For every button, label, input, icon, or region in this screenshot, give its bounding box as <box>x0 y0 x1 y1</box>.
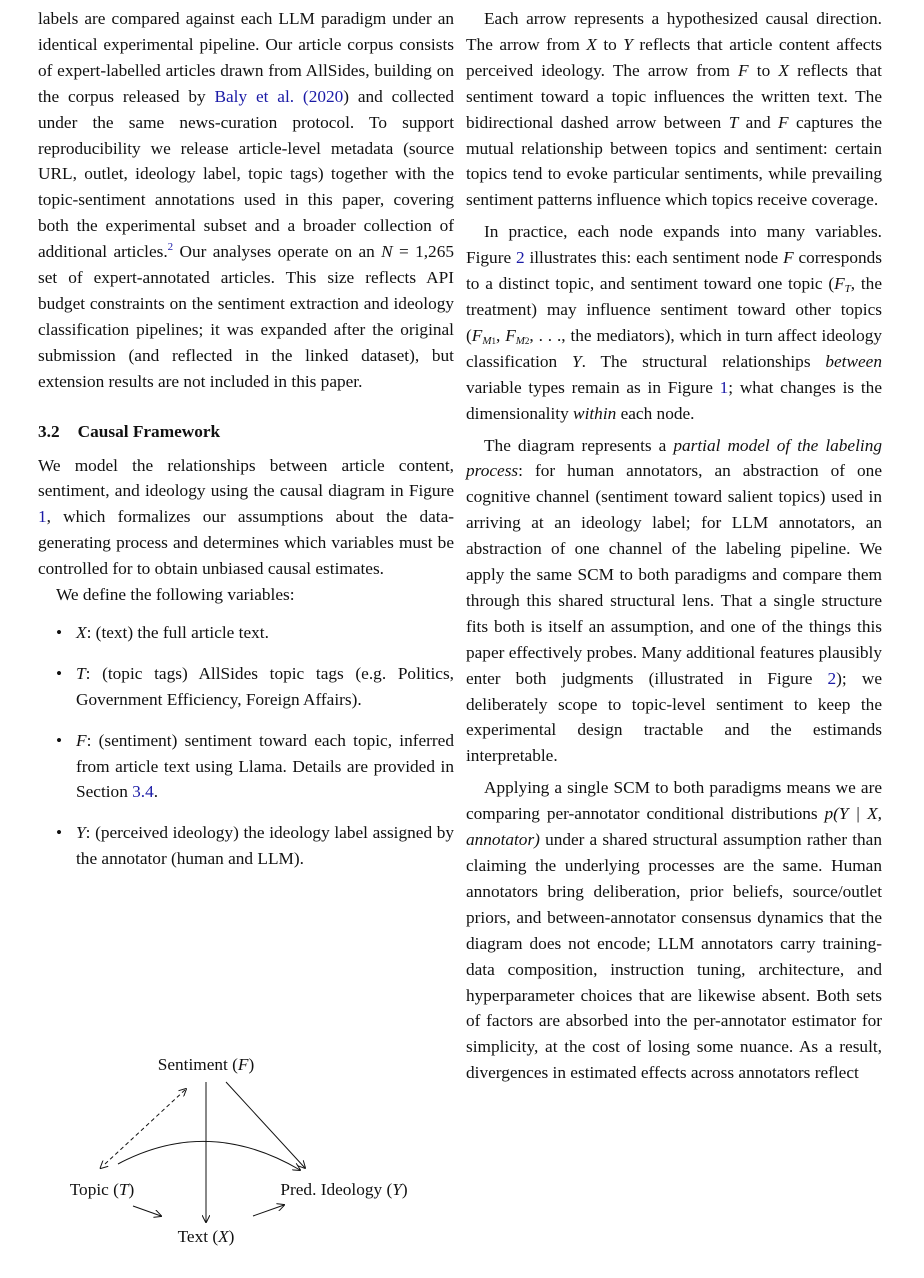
paragraph-practice: In practice, each node expands into many variables. Figure 2 illustrates this: each sentiment node F corresponds to a distinct topic, and sentiment toward one topic ($F_T$, the treatment) may influence sentiment toward other topics ($F_{M1}$, $F_{M2}$, . . ., the mediators), which in turn affect ideology classification Y. The structural relationships between variable types remain as in Figure 1; what changes is the dimensionality within each node. <box>466 222 882 423</box>
edge-sentiment-ideology <box>226 1082 305 1168</box>
paragraph-corpus: labels are compared against each LLM paradigm under an identical experimental pipeline. Our article corpus consists of expert-labelled articles drawn from AllSides, building on the corpus released by Baly et al. (2020) and collected under the same news-curation protocol. To support reproducibility we release article-level metadata (source URL, outlet, ideology label, topic tags) together with the topic-sentiment annotations used in this paper, covering both the experimental subset and a broader collection of additional articles.$^2$ Our analyses operate on an N = 1,265 set of expert-annotated articles. This size reflects API budget constraints on the sentiment extraction and ideology classification pipelines; it was expanded after the original submission (and reflected in the linked dataset), but extension results are not included in this paper. <box>38 9 455 391</box>
edge-topic-ideology <box>118 1141 300 1170</box>
figure-ref-link[interactable]: 1 <box>719 377 729 397</box>
edge-topic-text <box>133 1206 161 1216</box>
footnote-marker[interactable]: 2 <box>167 241 174 254</box>
section-heading: 3.2 Causal Framework <box>38 421 221 441</box>
list-item: • X: (text) the full article text. <box>56 622 269 642</box>
citation-link[interactable]: Baly et al. (2020 <box>214 86 344 106</box>
list-item: • Y: (perceived ideology) the ideology label assigned by the annotator (human and LLM). <box>56 823 454 869</box>
paragraph-causal-model: We model the relationships between article content, sentiment, and ideology using the causal diagram in Figure 1, which formalizes our assumptions about the data-generating process and determines which variables must be controlled for to obtain unbiased causal estimates. <box>38 455 454 579</box>
paragraph-arrows: Each arrow represents a hypothesized causal direction. The arrow from X to Y reflects that article content affects perceived ideology. The arrow from F to X reflects that sentiment toward a topic influences the written text. The bidirectional dashed arrow between T and F captures the mutual relationship between topics and sentiment: certain topics tend to evoke particular sentiments, while prevailing sentiment patterns influence which topics receive coverage. <box>466 9 883 210</box>
paragraph-define: We define the following variables: <box>56 585 295 605</box>
figure-ref-link[interactable]: 2 <box>827 668 837 688</box>
left-column <box>38 6 454 887</box>
list-item: • T: (topic tags) AllSides topic tags (e.g. Politics, Government Efficiency, Foreign Affairs). <box>56 663 454 709</box>
list-item: • F: (sentiment) sentiment toward each topic, inferred from article text using Llama. Details are provided in Section 3.4. <box>56 730 454 802</box>
node-text: Text (X) <box>177 1227 235 1246</box>
section-ref-link[interactable]: 3.4 <box>132 782 154 802</box>
node-sentiment: Sentiment (F) <box>157 1055 255 1074</box>
paragraph-scm: Applying a single SCM to both paradigms means we are comparing per-annotator conditional distributions p(Y | X, annotator) under a shared structural assumption rather than claiming the underlying processes are the same. Human annotators bring deliberation, prior beliefs, source/outlet priors, and between-annotator consensus dynamics that the diagram does not encode; LLM annotators carry training-data composition, instruction tuning, architecture, and hyperparameter choices that are likewise absent. Both sets of factors are absorbed into the per-annotator estimator for simplicity, at the cost of losing some nuance. As a result, divergences in estimated effects across annotators reflect <box>466 778 882 1083</box>
edge-text-ideology <box>253 1205 284 1216</box>
causal-diagram <box>38 1050 454 1270</box>
paragraph-partial-model: The diagram represents a partial model of the labeling process: for human annotators, an abstraction of one cognitive channel (sentiment toward salient topics) used in arriving at an ideology label; for LLM annotators, an abstraction of one channel of the labeling pipeline. We apply the same SCM to both paradigms and compare them through this shared structural lens. That a single structure fits both is itself an assumption, and one of the things this paper effectively probes. Many additional features plausibly enter both judgments (illustrated in Figure 2); we deliberately scope to topic-level sentiment to keep the experimental design tractable and the estimands interpretable. <box>466 435 882 766</box>
figure-ref-link[interactable]: 2 <box>515 248 525 268</box>
figure-ref-link[interactable]: 1 <box>38 507 47 527</box>
node-ideology: Pred. Ideology (Y) <box>280 1180 408 1199</box>
node-topic: Topic (T) <box>69 1180 135 1199</box>
variable-list <box>38 620 454 872</box>
edge-topic-sentiment <box>105 1089 186 1164</box>
right-column <box>466 6 882 1086</box>
